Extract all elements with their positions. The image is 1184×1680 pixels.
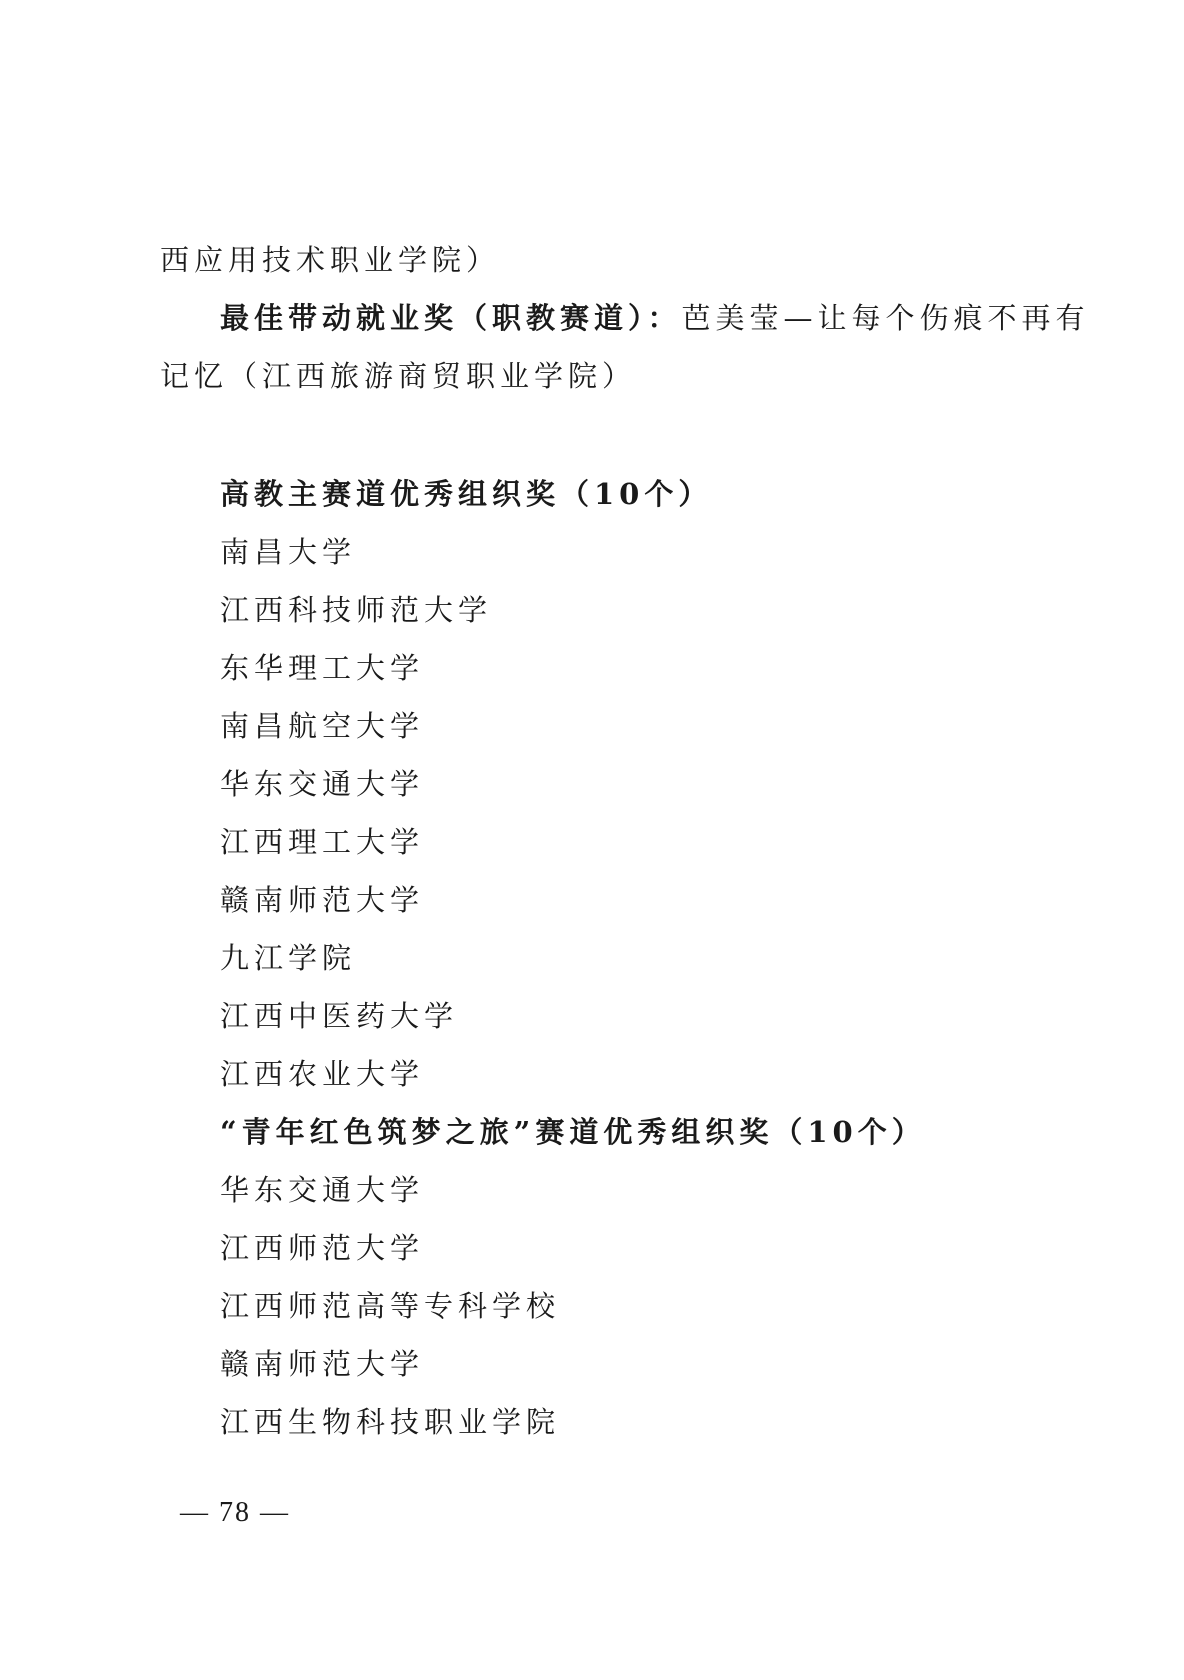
- employment-award-label: 最佳带动就业奖（职教赛道）：: [220, 301, 682, 335]
- employment-award-text-first: 芭美莹—让每个伤痕不再有: [681, 301, 1090, 335]
- list-item: 江西生物科技职业学院: [220, 1405, 561, 1439]
- section1-heading: 高教主赛道优秀组织奖（10个）: [220, 477, 713, 511]
- list-item: 江西中医药大学: [220, 999, 459, 1033]
- list-item: 九江学院: [220, 941, 357, 975]
- page-number: — 78 —: [180, 1497, 290, 1528]
- continued-line: 西应用技术职业学院）: [160, 243, 501, 277]
- list-item: 南昌航空大学: [220, 709, 425, 743]
- employment-award-line: [220, 298, 1090, 338]
- employment-award-text-second: 记忆（江西旅游商贸职业学院）: [160, 359, 637, 393]
- list-item: 江西师范大学: [220, 1231, 425, 1265]
- list-item: 江西农业大学: [220, 1057, 425, 1091]
- list-item: 南昌大学: [220, 535, 357, 569]
- list-item: 东华理工大学: [220, 651, 425, 685]
- list-item: 江西科技师范大学: [220, 593, 493, 627]
- section2-heading: “青年红色筑梦之旅”赛道优秀组织奖（10个）: [220, 1115, 926, 1149]
- list-item: 华东交通大学: [220, 767, 425, 801]
- list-item: 江西师范高等专科学校: [220, 1289, 561, 1323]
- list-item: 华东交通大学: [220, 1173, 425, 1207]
- list-item: 江西理工大学: [220, 825, 425, 859]
- list-item: 赣南师范大学: [220, 883, 425, 917]
- list-item: 赣南师范大学: [220, 1347, 425, 1381]
